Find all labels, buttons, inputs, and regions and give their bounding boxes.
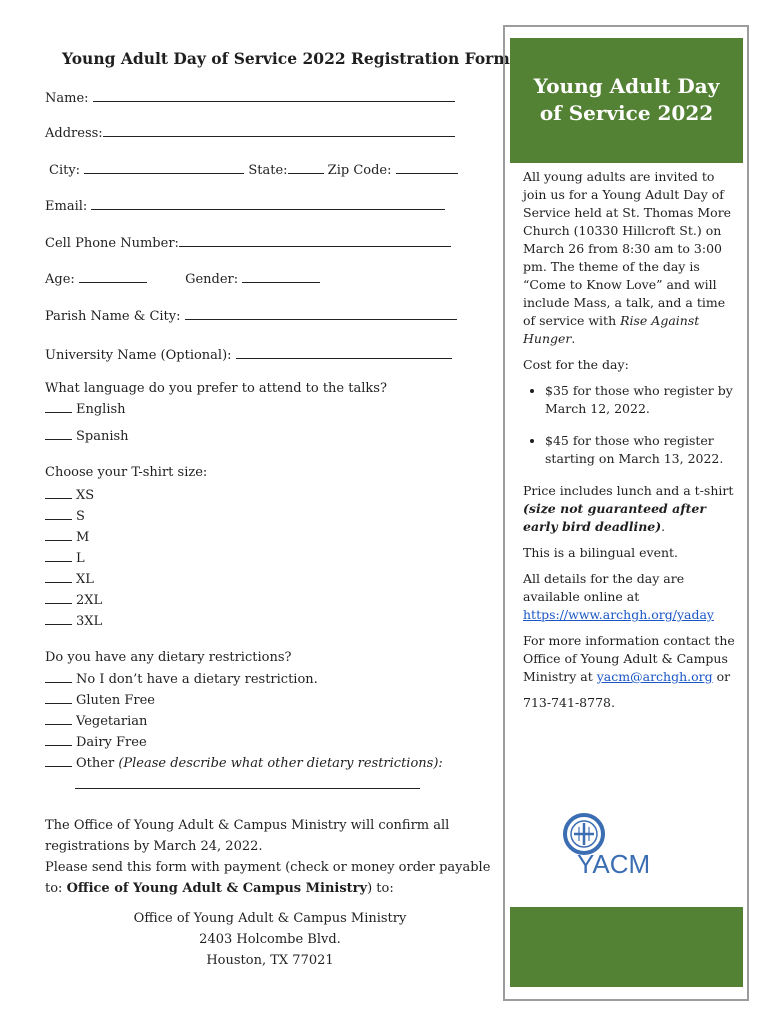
checkbox-line[interactable] — [45, 712, 72, 725]
option-label: Gluten Free — [76, 693, 155, 708]
mailing-address — [100, 908, 440, 971]
email-label: Email: — [45, 199, 88, 214]
city-input-line[interactable] — [84, 161, 244, 174]
checkbox-line[interactable] — [45, 549, 72, 562]
checkbox-line[interactable] — [45, 670, 72, 683]
cost-item: • $35 for those who register by March 12, 2022. — [545, 382, 735, 418]
tshirt-option-3xl[interactable] — [45, 612, 102, 629]
language-option-english[interactable] — [45, 400, 126, 417]
name-label: Name: — [45, 91, 89, 106]
age-input-line[interactable] — [79, 270, 147, 283]
option-label: Vegetarian — [76, 714, 148, 729]
email-field[interactable] — [45, 197, 445, 214]
checkbox-line[interactable] — [45, 691, 72, 704]
option-label: XS — [76, 488, 95, 503]
name-field[interactable] — [45, 89, 455, 106]
dietary-question: Do you have any dietary restrictions? — [45, 650, 292, 665]
sidebar-title-line: of Service 2022 — [539, 101, 714, 125]
logo-text: YACM — [577, 849, 651, 879]
confirm-line: registrations by March 24, 2022. — [45, 839, 263, 854]
price-paragraph: Price includes lunch and a t-shirt (size not guaranteed after early bird deadline). — [523, 483, 734, 534]
dietary-option-gluten-free[interactable] — [45, 691, 155, 708]
parish-input-line[interactable] — [185, 307, 457, 320]
checkbox-line[interactable] — [45, 591, 72, 604]
checkbox-line[interactable] — [45, 427, 72, 440]
cell-field[interactable] — [45, 234, 451, 251]
parish-label: Parish Name & City: — [45, 309, 181, 324]
sidebar-title-line: Young Adult Day — [533, 74, 720, 98]
details-link[interactable]: https://www.archgh.org/yaday — [523, 607, 714, 622]
confirm-line: The Office of Young Adult & Campus Ministry will confirm all — [45, 818, 450, 833]
address-field[interactable] — [45, 124, 455, 141]
university-field[interactable] — [45, 346, 452, 363]
city-state-zip-row[interactable] — [49, 161, 458, 178]
sidebar-footer-band — [510, 907, 743, 987]
option-label: Other — [76, 756, 115, 771]
option-label: 3XL — [76, 614, 103, 629]
contact-email-link[interactable]: yacm@archgh.org — [596, 669, 713, 684]
send-line: to: Office of Young Adult & Campus Ministry) to: — [45, 881, 394, 896]
checkbox-line[interactable] — [45, 754, 72, 767]
dietary-option-dairy-free[interactable] — [45, 733, 147, 750]
dietary-option-none[interactable] — [45, 670, 318, 687]
dietary-option-vegetarian[interactable] — [45, 712, 147, 729]
option-label: L — [76, 551, 85, 566]
tshirt-option-s[interactable] — [45, 507, 85, 524]
cell-label: Cell Phone Number: — [45, 236, 179, 251]
option-label: M — [76, 530, 90, 545]
tshirt-option-2xl[interactable] — [45, 591, 102, 608]
phone-number: 713-741-8778. — [523, 695, 615, 710]
state-label: State: — [248, 163, 288, 178]
option-label: XL — [76, 572, 94, 587]
address-label: Address: — [45, 126, 103, 141]
option-label: Spanish — [76, 429, 129, 444]
address-line: Houston, TX 77021 — [206, 953, 334, 968]
contact-paragraph: For more information contact the Office of Young Adult & Campus Ministry at yacm@archgh.org or — [523, 633, 735, 684]
zip-label: Zip Code: — [327, 163, 392, 178]
yacm-logo-icon — [557, 810, 677, 880]
bilingual-note: This is a bilingual event. — [523, 545, 679, 560]
checkbox-line[interactable] — [45, 486, 72, 499]
form-title: Young Adult Day of Service 2022 Registration Form — [62, 49, 510, 68]
language-question: What language do you prefer to attend to the talks? — [45, 381, 387, 396]
dietary-option-other[interactable] — [45, 754, 443, 771]
sidebar-body — [523, 168, 735, 720]
tshirt-option-m[interactable] — [45, 528, 89, 545]
tshirt-option-l[interactable] — [45, 549, 85, 566]
university-label: University Name (Optional): — [45, 348, 232, 363]
other-note: (Please describe what other dietary restrictions): — [118, 756, 443, 771]
gender-input-line[interactable] — [242, 270, 320, 283]
option-label: Dairy Free — [76, 735, 147, 750]
checkbox-line[interactable] — [45, 570, 72, 583]
city-label: City: — [49, 163, 81, 178]
cost-label: Cost for the day: — [523, 357, 629, 372]
intro-paragraph: All young adults are invited to join us for a Young Adult Day of Service held at St. Thomas More Church (10330 Hillcroft St.) on March 26 from 8:30 am to 3:00 pm. The theme of the day is “Come to Know Love” and will include Mass, a talk, and a time of service with Rise Against Hunger. — [523, 169, 732, 346]
details-paragraph: All details for the day are available online at https://www.archgh.org/yaday — [523, 571, 714, 622]
cost-item: • $45 for those who register starting on March 13, 2022. — [545, 432, 735, 468]
tshirt-option-xs[interactable] — [45, 486, 94, 503]
option-label: 2XL — [76, 593, 103, 608]
email-input-line[interactable] — [91, 197, 445, 210]
checkbox-line[interactable] — [45, 507, 72, 520]
address-line: Office of Young Adult & Campus Ministry — [133, 911, 407, 926]
other-description-field[interactable] — [75, 776, 420, 793]
cell-input-line[interactable] — [179, 234, 451, 247]
gender-label: Gender: — [185, 272, 239, 287]
send-line: Please send this form with payment (check or money order payable — [45, 860, 491, 875]
option-label: English — [76, 402, 126, 417]
sidebar-header — [510, 38, 743, 163]
name-input-line[interactable] — [93, 89, 455, 102]
address-input-line[interactable] — [103, 124, 455, 137]
state-input-line[interactable] — [288, 161, 324, 174]
checkbox-line[interactable] — [45, 400, 72, 413]
checkbox-line[interactable] — [45, 612, 72, 625]
address-line: 2403 Holcombe Blvd. — [199, 932, 341, 947]
tshirt-question: Choose your T-shirt size: — [45, 465, 208, 480]
cost-list — [523, 382, 735, 468]
other-description-line[interactable] — [75, 776, 420, 789]
checkbox-line[interactable] — [45, 733, 72, 746]
university-input-line[interactable] — [236, 346, 452, 359]
option-label: No I don’t have a dietary restriction. — [76, 672, 318, 687]
parish-field[interactable] — [45, 307, 457, 324]
language-option-spanish[interactable] — [45, 427, 129, 444]
option-label: S — [76, 509, 85, 524]
zip-input-line[interactable] — [396, 161, 458, 174]
confirmation-text — [45, 815, 490, 899]
tshirt-option-xl[interactable] — [45, 570, 94, 587]
age-label: Age: — [45, 272, 75, 287]
age-gender-row[interactable] — [45, 270, 320, 287]
checkbox-line[interactable] — [45, 528, 72, 541]
